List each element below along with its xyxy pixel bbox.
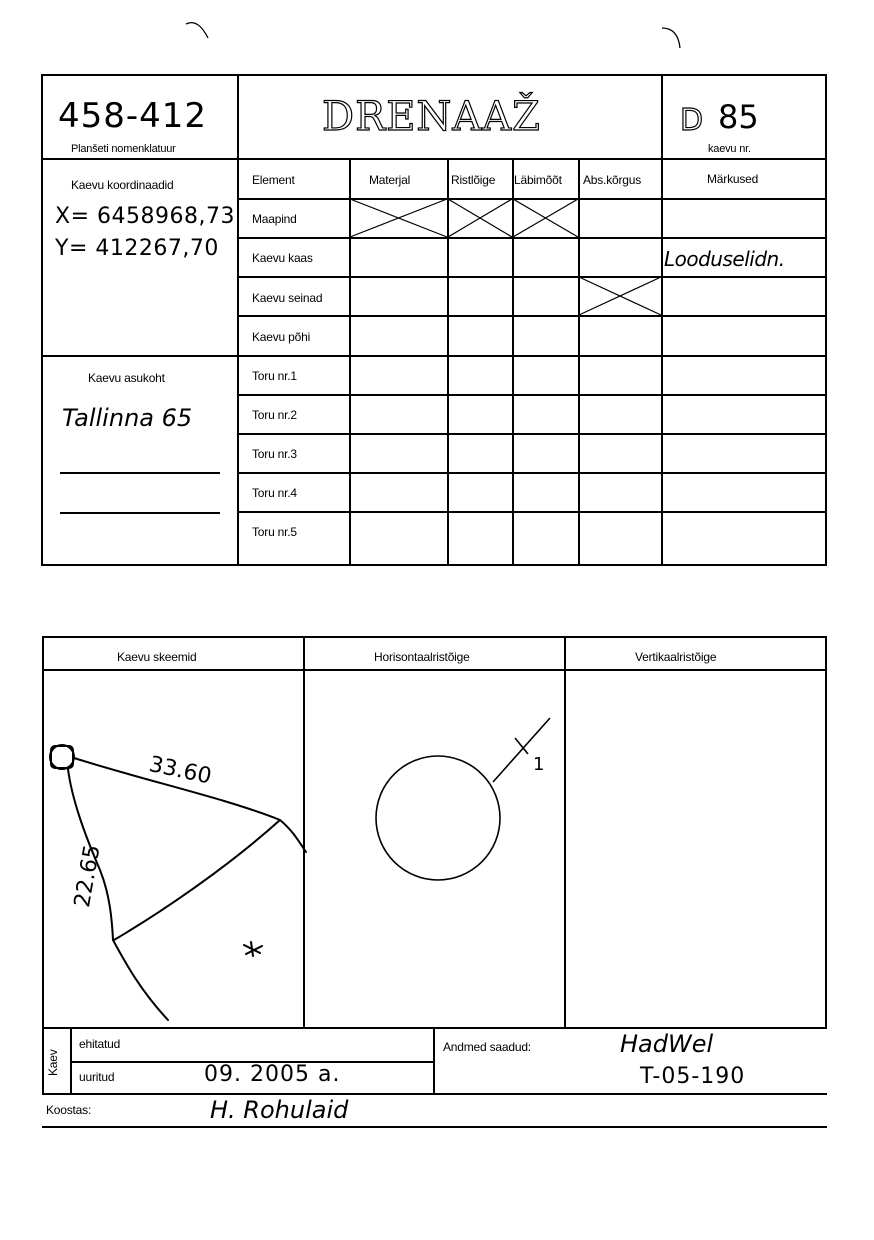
footer-compiled-by: H. Rohulaid (210, 1096, 349, 1124)
punch-mark-left (184, 16, 214, 46)
table-row-element: Kaevu kaas (252, 251, 313, 265)
form-title: DRENAAŽ (322, 94, 541, 140)
remark-kaevu-kaas: Looduselidn. (664, 247, 785, 271)
table-row-element: Maapind (252, 212, 297, 226)
well-prefix: D (680, 103, 704, 138)
table-row-element: Toru nr.3 (252, 447, 297, 461)
table-row-element: Toru nr.5 (252, 525, 297, 539)
footer-side-label: Kaev (46, 1049, 60, 1076)
dimension-33-60: 33.60 (146, 752, 214, 790)
footer-data-label: Andmed saadud: (443, 1040, 531, 1054)
well-number: 85 (718, 98, 759, 136)
nomenclature-value: 458-412 (58, 96, 208, 136)
dimension-22-65: 22.65 (70, 842, 106, 910)
cross-abskorgus-seinad (579, 277, 662, 316)
table-row-element: Toru nr.4 (252, 486, 297, 500)
footer-data-source: HadWel (620, 1030, 714, 1058)
col-header-markused: Märkused (707, 172, 759, 186)
coordinate-x: X= 6458968,73 (55, 204, 235, 229)
sketch-header-vertical: Vertikaalristõige (635, 650, 717, 664)
nomenclature-label: Planšeti nomenklatuur (71, 143, 176, 155)
sketch-header-schemes: Kaevu skeemid (117, 650, 197, 664)
coordinate-y: Y= 412267,70 (55, 236, 219, 261)
punch-mark-right (660, 24, 690, 54)
col-header-abskorgus: Abs.kõrgus (583, 173, 642, 187)
footer-compiled-label: Koostas: (46, 1103, 92, 1117)
location-label: Kaevu asukoht (88, 371, 165, 385)
table-row-element: Kaevu seinad (252, 291, 323, 305)
footer-surveyed-label: uuritud (79, 1070, 115, 1084)
cross-ristloige-maapind (448, 199, 513, 238)
cross-materjal-maapind (350, 199, 448, 238)
col-header-materjal: Materjal (369, 173, 411, 187)
pipe-label: 1 (533, 754, 545, 775)
col-header-ristloige: Ristlõige (451, 173, 496, 187)
table-row-element: Kaevu põhi (252, 330, 311, 344)
well-number-label: kaevu nr. (708, 143, 751, 155)
location-value: Tallinna 65 (62, 404, 193, 432)
footer-data-code: T-05-190 (640, 1064, 746, 1089)
footer-surveyed-date: 09. 2005 a. (204, 1062, 341, 1087)
table-row-element: Toru nr.1 (252, 369, 297, 383)
col-header-element: Element (252, 173, 295, 187)
table-row-element: Toru nr.2 (252, 408, 297, 422)
sketch-header-horizontal: Horisontaalristõige (374, 650, 470, 664)
footer-built-label: ehitatud (79, 1037, 121, 1051)
coordinates-label: Kaevu koordinaadid (71, 178, 174, 192)
cross-labimoot-maapind (513, 199, 579, 238)
col-header-labimoot: Läbimõõt (514, 173, 562, 187)
horizontal-section-drawing (370, 712, 570, 912)
